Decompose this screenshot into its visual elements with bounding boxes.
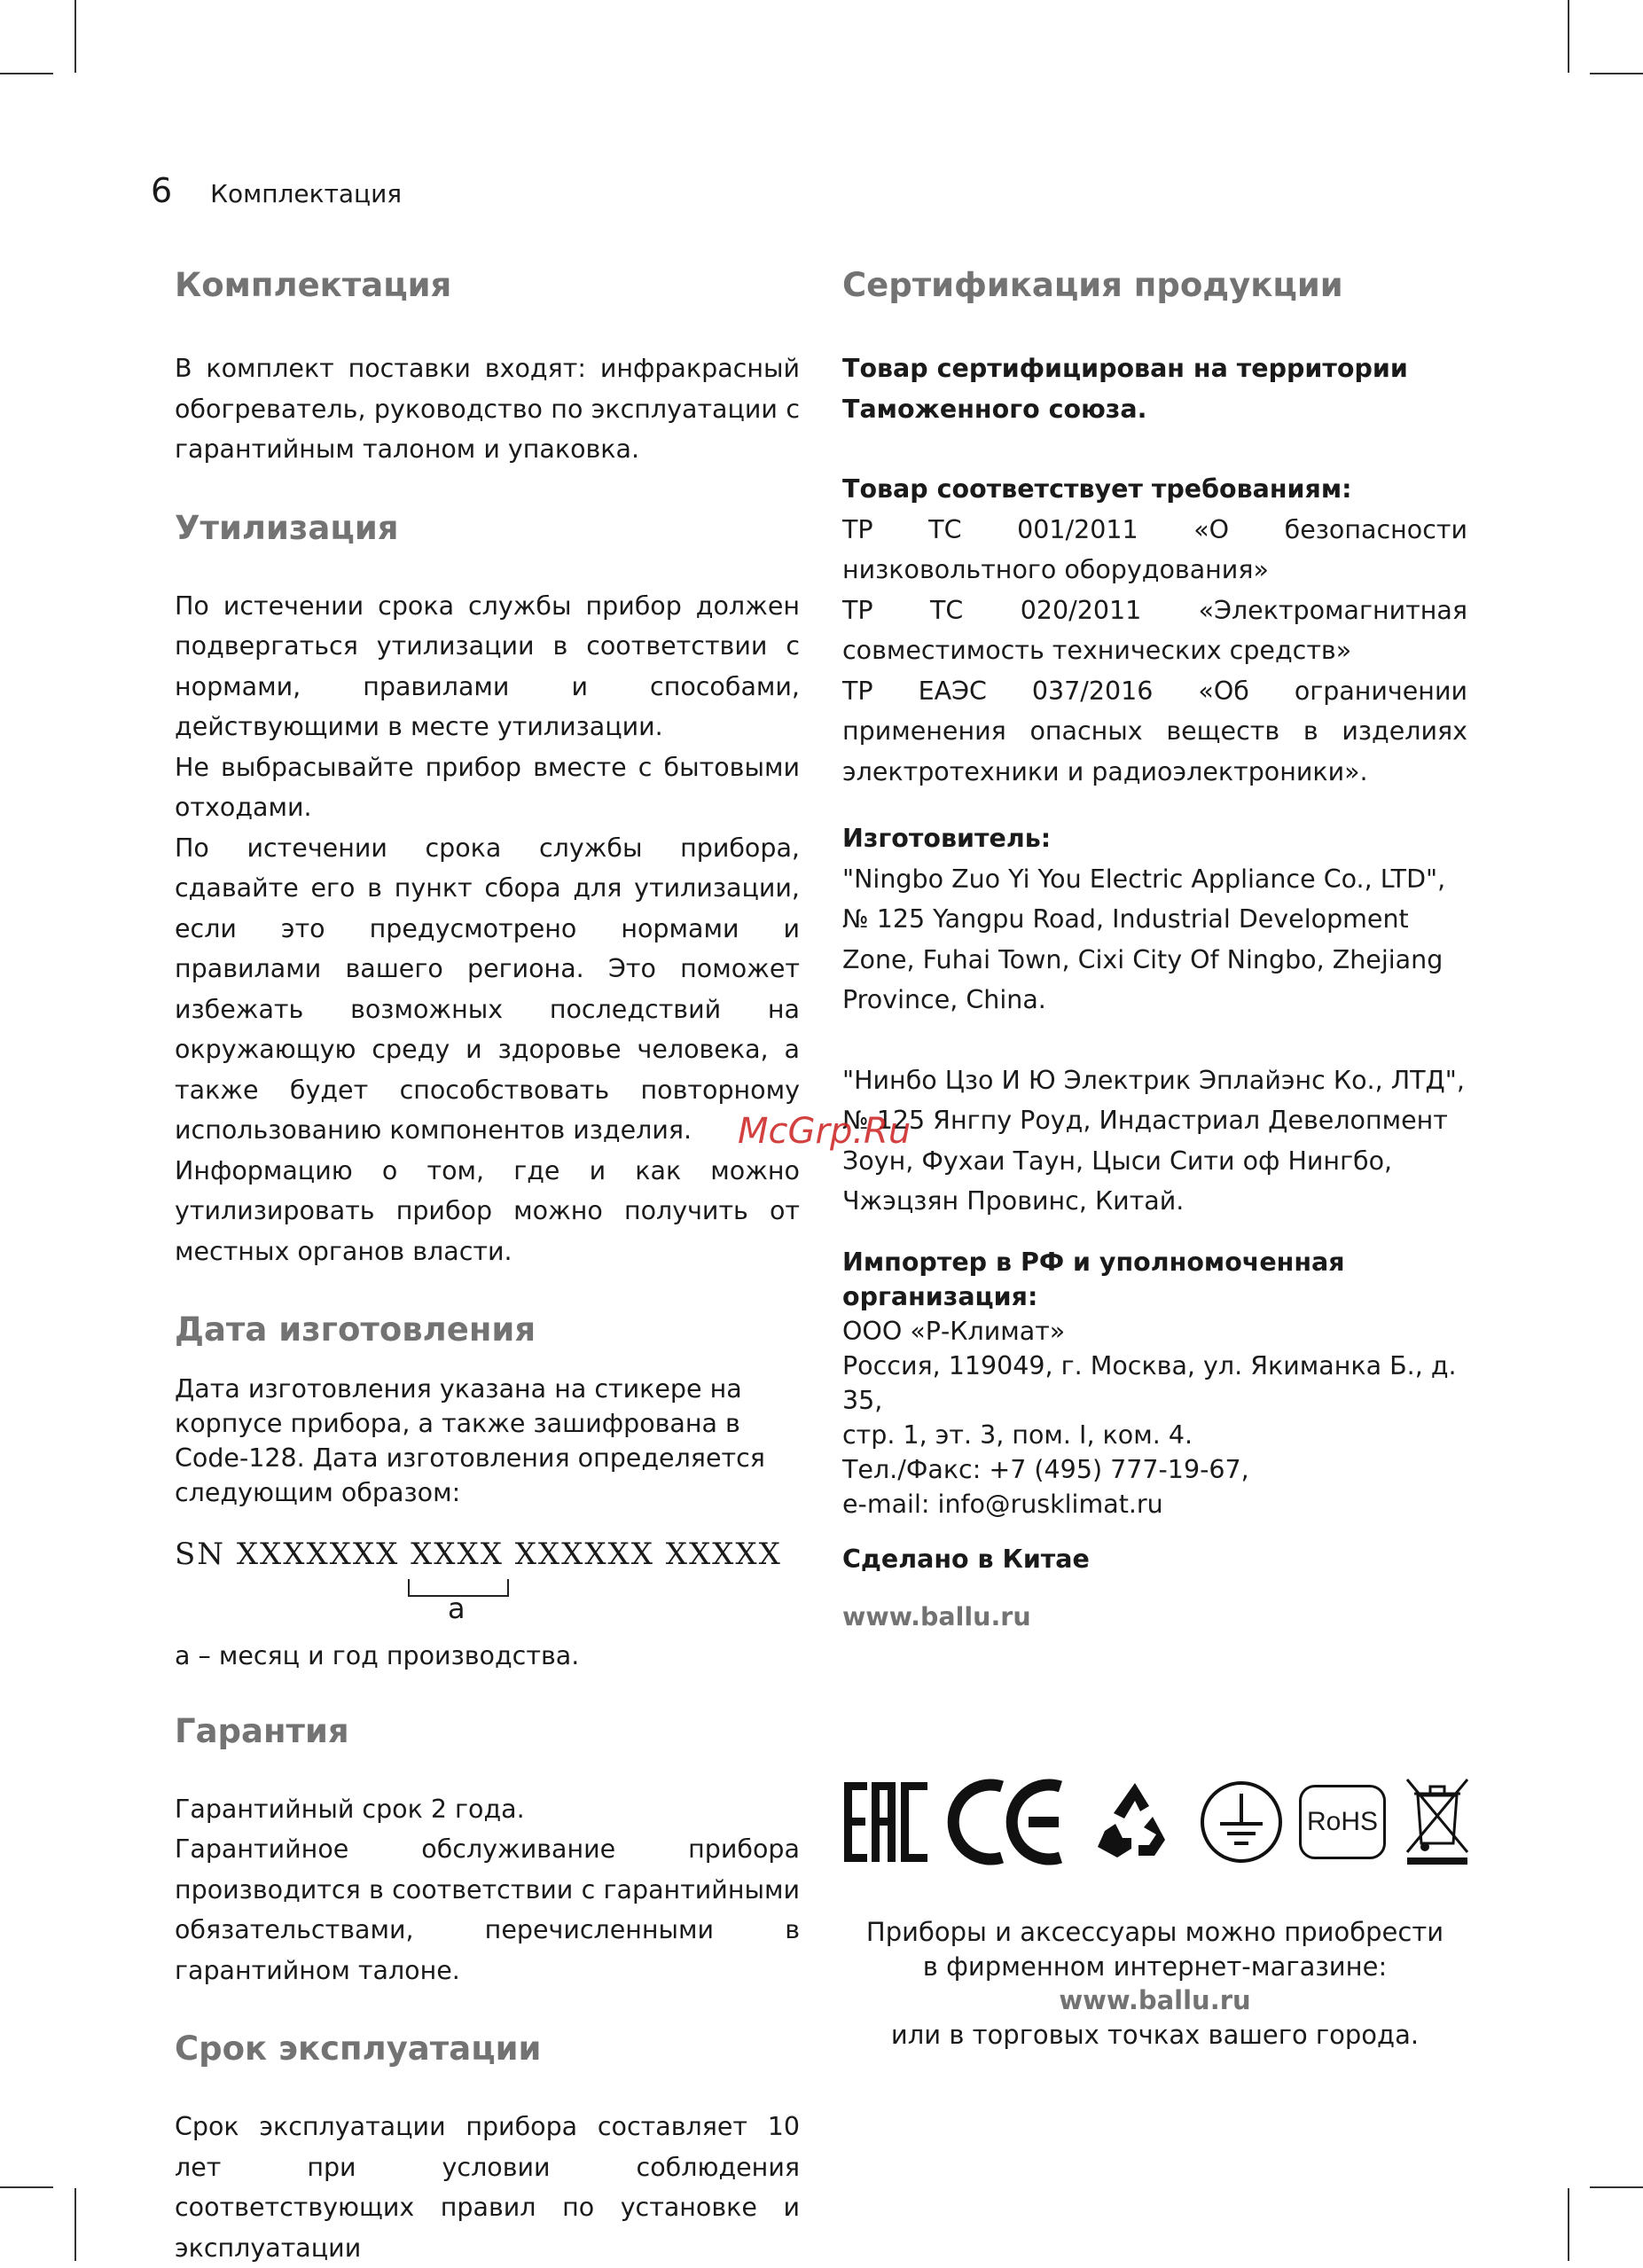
certification-heading: Сертификация продукции (842, 266, 1343, 304)
store-note-line-2: в фирменном интернет-магазине: (922, 1951, 1388, 1982)
warranty-p2: Гарантийное обслуживание прибора производится в соответствии с гарантийными обязательствами, перечисленными в гарантийном талоне. (175, 1834, 800, 1985)
crop-mark (1590, 73, 1643, 74)
ground-icon (1197, 1778, 1286, 1866)
complect-heading: Комплектация (175, 266, 452, 304)
store-note-line-1: Приборы и аксессуары можно приобрести (865, 1917, 1444, 1947)
crop-mark (0, 73, 53, 74)
eac-mark-icon (842, 1778, 931, 1866)
certification-lead: Товар сертифицирован на территории Таможенного союза. (842, 354, 1408, 424)
right-column (842, 266, 1467, 1638)
serial-number-code: SN XXXXXXX XXXX XXXXXX XXXXX (175, 1537, 782, 1572)
manufacture-date-heading: Дата изготовления (175, 1310, 536, 1349)
crop-mark (1568, 2188, 1569, 2261)
certification-logos (842, 1778, 1467, 1875)
importer-line-2: Россия, 119049, г. Москва, ул. Якиманка Б., д. 35, (842, 1350, 1457, 1415)
importer-line-1: ООО «Р-Климат» (842, 1316, 1066, 1346)
importer-title: Импортер в РФ и уполномоченная организация: (842, 1247, 1345, 1311)
importer-line-4: Тел./Факс: +7 (495) 777-19-67, (842, 1454, 1249, 1484)
running-section-title: Комплектация (210, 179, 403, 208)
store-note-line-3: или в торговых точках вашего города. (890, 2019, 1420, 2050)
ce-mark-icon (947, 1778, 1071, 1866)
manufacturer-en: "Ningbo Zuo Yi You Electric Appliance Co., LTD", № 125 Yangpu Road, Industrial Development Zone, Fuhai Town, Cixi City Of Ningbo, Zhejiang Province, China. (842, 864, 1446, 1014)
running-header (151, 171, 402, 210)
crop-mark (0, 2186, 53, 2188)
utilization-p4: Информацию о том, где и как можно утилизировать прибор можно получить от местных органов власти. (175, 1155, 800, 1266)
manufacturer-ru: "Нинбо Цзо И Ю Электрик Эплайэнс Ко., ЛТД", № 125 Янгпу Роуд, Индастриал Девелопмент Зоун, Фухаи Таун, Цыси Сити оф Нингбо, Чжэцзян Провинс, Китай. (842, 1065, 1465, 1216)
complect-text: В комплект поставки входят: инфракрасный обогреватель, руководство по эксплуатации с гарантийным талоном и упаковка. (175, 354, 800, 464)
watermark: McGrp.Ru (738, 1111, 911, 1152)
warranty-heading: Гарантия (175, 1711, 349, 1750)
utilization-p3: По истечении срока службы прибора, сдавайте его в пункт сбора для утилизации, если это предусмотрено нормами и правилами вашего региона. Это поможет избежать возможных последствий на окружающую среду и здоровье человека, а также будет способствовать повторному использованию компонентов изделия. (175, 833, 800, 1145)
rohs-label: RoHS (1306, 1807, 1379, 1836)
made-in-label: Сделано в Китае (842, 1544, 1090, 1574)
page-number: 6 (151, 171, 173, 210)
requirement-2: ТР ТС 020/2011 «Электромагнитная совместимость технических средств» (842, 595, 1467, 665)
requirements-title: Товар соответствует требованиям: (842, 474, 1352, 504)
service-life-heading: Срок эксплуатации (175, 2029, 542, 2068)
importer-line-3: стр. 1, эт. 3, пом. I, ком. 4. (842, 1419, 1193, 1450)
importer-email: e-mail: info@rusklimat.ru (842, 1489, 1163, 1519)
serial-number-scheme (175, 1537, 800, 1636)
crop-mark (1568, 0, 1569, 73)
recycle-icon (1091, 1778, 1179, 1866)
warranty-p1: Гарантийный срок 2 года. (175, 1794, 525, 1824)
serial-mark-letter: a (448, 1592, 466, 1625)
service-life-text: Срок эксплуатации прибора составляет 10 лет при условии соблюдения соответствующих правил по установке и эксплуатации (175, 2112, 800, 2263)
store-link[interactable]: www.ballu.ru (1059, 1985, 1251, 2015)
requirement-3: ТР ЕАЭС 037/2016 «Об ограничении применения опасных веществ в изделиях электротехники и радиоэлектроники». (842, 676, 1467, 786)
left-column (175, 266, 800, 2268)
utilization-heading: Утилизация (175, 508, 399, 547)
site-link[interactable]: www.ballu.ru (842, 1602, 1031, 1631)
manufacturer-title: Изготовитель: (842, 824, 1052, 853)
weee-bin-icon (1405, 1778, 1469, 1866)
crop-mark (74, 2188, 76, 2261)
requirement-1: ТР ТС 001/2011 «О безопасности низковольтного оборудования» (842, 514, 1467, 584)
utilization-p1: По истечении срока службы прибор должен подвергаться утилизации в соответствии с нормами, правилами и способами, действующими в месте утилизации. (175, 590, 800, 741)
rohs-icon (1299, 1785, 1386, 1859)
manufacture-date-text: Дата изготовления указана на стикере на корпусе прибора, а также зашифрована в Code-128. Дата изготовления определяется следующим образом: (175, 1374, 765, 1507)
manufacture-date-legend: a – месяц и год производства. (175, 1641, 580, 1670)
store-note (842, 1915, 1467, 2052)
crop-mark (74, 0, 76, 73)
utilization-p2: Не выбрасывайте прибор вместе с бытовыми отходами. (175, 752, 800, 822)
crop-mark (1590, 2186, 1643, 2188)
